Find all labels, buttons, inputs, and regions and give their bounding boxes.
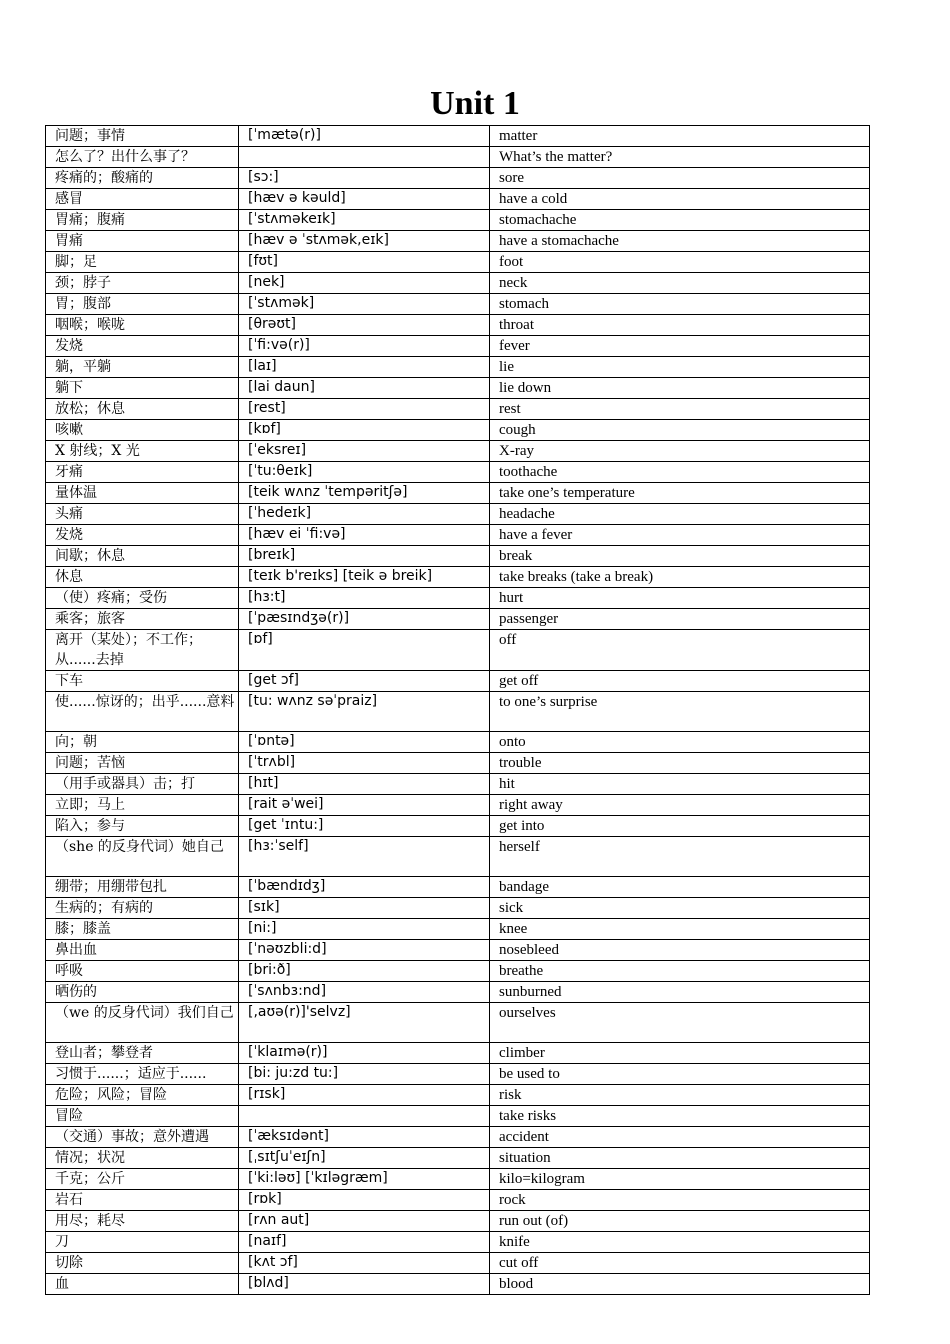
- table-row: [46, 378, 870, 399]
- phonetic-cell: [teɪk b'reɪks] [teik ə breik]: [239, 567, 490, 588]
- english-word-cell: have a cold: [490, 189, 870, 210]
- table-row: [46, 336, 870, 357]
- english-word-cell: sore: [490, 168, 870, 189]
- english-word-cell: bandage: [490, 877, 870, 898]
- phonetic-cell: [ˈtu:θeɪk]: [239, 462, 490, 483]
- english-word-cell: herself: [490, 837, 870, 877]
- phonetic-cell: [ˈki:ləʊ] [ˈkɪləgræm]: [239, 1169, 490, 1190]
- chinese-meaning-cell: 问题；苦恼: [46, 753, 239, 774]
- table-row: [46, 1253, 870, 1274]
- phonetic-cell: [ˈfi:və(r)]: [239, 336, 490, 357]
- vocabulary-table-body: [46, 126, 870, 1295]
- phonetic-cell: [lai daun]: [239, 378, 490, 399]
- chinese-meaning-cell: 向；朝: [46, 732, 239, 753]
- chinese-meaning-cell: 怎么了？出什么事了？: [46, 147, 239, 168]
- english-word-cell: cough: [490, 420, 870, 441]
- phonetic-cell: [bri:ð]: [239, 961, 490, 982]
- english-word-cell: kilo=kilogram: [490, 1169, 870, 1190]
- english-word-cell: climber: [490, 1043, 870, 1064]
- chinese-meaning-cell: 咽喉；喉咙: [46, 315, 239, 336]
- table-row: [46, 982, 870, 1003]
- chinese-meaning-cell: 膝；膝盖: [46, 919, 239, 940]
- chinese-meaning-cell: 呼吸: [46, 961, 239, 982]
- chinese-meaning-cell: 用尽；耗尽: [46, 1211, 239, 1232]
- chinese-meaning-cell: 感冒: [46, 189, 239, 210]
- table-row: [46, 1169, 870, 1190]
- phonetic-cell: [ni:]: [239, 919, 490, 940]
- english-word-cell: headache: [490, 504, 870, 525]
- chinese-meaning-cell: 疼痛的；酸痛的: [46, 168, 239, 189]
- table-row: [46, 588, 870, 609]
- table-row: [46, 1190, 870, 1211]
- phonetic-cell: [ˈeksreɪ]: [239, 441, 490, 462]
- english-word-cell: cut off: [490, 1253, 870, 1274]
- table-row: [46, 1085, 870, 1106]
- table-row: [46, 420, 870, 441]
- english-word-cell: fever: [490, 336, 870, 357]
- table-row: [46, 1127, 870, 1148]
- phonetic-cell: [sɔ:]: [239, 168, 490, 189]
- chinese-meaning-cell: 生病的；有病的: [46, 898, 239, 919]
- table-row: [46, 609, 870, 630]
- english-word-cell: passenger: [490, 609, 870, 630]
- table-row: [46, 940, 870, 961]
- phonetic-cell: [ˈnəʊzbli:d]: [239, 940, 490, 961]
- chinese-meaning-cell: 发烧: [46, 525, 239, 546]
- table-row: [46, 168, 870, 189]
- phonetic-cell: [rɪsk]: [239, 1085, 490, 1106]
- table-row: [46, 774, 870, 795]
- phonetic-cell: [ˈstʌməkeɪk]: [239, 210, 490, 231]
- english-word-cell: sick: [490, 898, 870, 919]
- chinese-meaning-cell: 躺，平躺: [46, 357, 239, 378]
- english-word-cell: throat: [490, 315, 870, 336]
- phonetic-cell: [fʊt]: [239, 252, 490, 273]
- chinese-meaning-cell: 岩石: [46, 1190, 239, 1211]
- phonetic-cell: [rʌn aut]: [239, 1211, 490, 1232]
- phonetic-cell: [ˈmætə(r)]: [239, 126, 490, 147]
- phonetic-cell: [239, 1106, 490, 1127]
- english-word-cell: hurt: [490, 588, 870, 609]
- chinese-meaning-cell: 脚；足: [46, 252, 239, 273]
- phonetic-cell: [ˈbændɪdʒ]: [239, 877, 490, 898]
- phonetic-cell: [kɒf]: [239, 420, 490, 441]
- table-row: [46, 1064, 870, 1085]
- phonetic-cell: [blʌd]: [239, 1274, 490, 1295]
- english-word-cell: lie down: [490, 378, 870, 399]
- table-row: [46, 147, 870, 168]
- phonetic-cell: [laɪ]: [239, 357, 490, 378]
- table-row: [46, 1106, 870, 1127]
- page-title: Unit 1: [430, 85, 520, 122]
- chinese-meaning-cell: 使......惊讶的；出乎......意料: [46, 692, 239, 732]
- english-word-cell: nosebleed: [490, 940, 870, 961]
- chinese-meaning-cell: 离开（某处）；不工作；从......去掉: [46, 630, 239, 671]
- chinese-meaning-cell: 下车: [46, 671, 239, 692]
- phonetic-cell: [tu: wʌnz səˈpraiz]: [239, 692, 490, 732]
- english-word-cell: accident: [490, 1127, 870, 1148]
- english-word-cell: get off: [490, 671, 870, 692]
- chinese-meaning-cell: 危险；风险；冒险: [46, 1085, 239, 1106]
- table-row: [46, 567, 870, 588]
- chinese-meaning-cell: 牙痛: [46, 462, 239, 483]
- english-word-cell: onto: [490, 732, 870, 753]
- chinese-meaning-cell: 躺下: [46, 378, 239, 399]
- english-word-cell: trouble: [490, 753, 870, 774]
- english-word-cell: take one’s temperature: [490, 483, 870, 504]
- table-row: [46, 816, 870, 837]
- table-row: [46, 1211, 870, 1232]
- english-word-cell: have a fever: [490, 525, 870, 546]
- chinese-meaning-cell: （使）疼痛；受伤: [46, 588, 239, 609]
- phonetic-cell: [ɒf]: [239, 630, 490, 671]
- chinese-meaning-cell: 胃痛；腹痛: [46, 210, 239, 231]
- chinese-meaning-cell: （交通）事故；意外遭遇: [46, 1127, 239, 1148]
- phonetic-cell: [,aʊə(r)]'selvz]: [239, 1003, 490, 1043]
- table-row: [46, 732, 870, 753]
- table-row: [46, 630, 870, 671]
- english-word-cell: sunburned: [490, 982, 870, 1003]
- english-word-cell: risk: [490, 1085, 870, 1106]
- chinese-meaning-cell: 问题；事情: [46, 126, 239, 147]
- english-word-cell: have a stomachache: [490, 231, 870, 252]
- english-word-cell: ourselves: [490, 1003, 870, 1043]
- english-word-cell: hit: [490, 774, 870, 795]
- table-row: [46, 837, 870, 877]
- table-row: [46, 961, 870, 982]
- chinese-meaning-cell: 鼻出血: [46, 940, 239, 961]
- english-word-cell: rock: [490, 1190, 870, 1211]
- phonetic-cell: [get ˈɪntu:]: [239, 816, 490, 837]
- phonetic-cell: [hɪt]: [239, 774, 490, 795]
- table-row: [46, 1232, 870, 1253]
- table-row: [46, 546, 870, 567]
- chinese-meaning-cell: 刀: [46, 1232, 239, 1253]
- chinese-meaning-cell: 冒险: [46, 1106, 239, 1127]
- table-row: [46, 671, 870, 692]
- english-word-cell: take breaks (take a break): [490, 567, 870, 588]
- chinese-meaning-cell: 放松；休息: [46, 399, 239, 420]
- table-row: [46, 504, 870, 525]
- table-row: [46, 919, 870, 940]
- phonetic-cell: [breɪk]: [239, 546, 490, 567]
- english-word-cell: X-ray: [490, 441, 870, 462]
- table-row: [46, 189, 870, 210]
- phonetic-cell: [sɪk]: [239, 898, 490, 919]
- chinese-meaning-cell: 量体温: [46, 483, 239, 504]
- table-row: [46, 294, 870, 315]
- table-row: [46, 753, 870, 774]
- phonetic-cell: [ˈtrʌbl]: [239, 753, 490, 774]
- phonetic-cell: [get ɔf]: [239, 671, 490, 692]
- table-row: [46, 126, 870, 147]
- chinese-meaning-cell: 胃痛: [46, 231, 239, 252]
- english-word-cell: neck: [490, 273, 870, 294]
- table-row: [46, 231, 870, 252]
- english-word-cell: blood: [490, 1274, 870, 1295]
- english-word-cell: rest: [490, 399, 870, 420]
- phonetic-cell: [kʌt ɔf]: [239, 1253, 490, 1274]
- phonetic-cell: [ˈklaɪmə(r)]: [239, 1043, 490, 1064]
- chinese-meaning-cell: 休息: [46, 567, 239, 588]
- english-word-cell: situation: [490, 1148, 870, 1169]
- phonetic-cell: [ˌsɪtʃuˈeɪʃn]: [239, 1148, 490, 1169]
- table-row: [46, 483, 870, 504]
- english-word-cell: lie: [490, 357, 870, 378]
- chinese-meaning-cell: 颈；脖子: [46, 273, 239, 294]
- chinese-meaning-cell: 血: [46, 1274, 239, 1295]
- table-row: [46, 315, 870, 336]
- english-word-cell: What’s the matter?: [490, 147, 870, 168]
- english-word-cell: to one’s surprise: [490, 692, 870, 732]
- phonetic-cell: [ˈhedeɪk]: [239, 504, 490, 525]
- chinese-meaning-cell: 情况；状况: [46, 1148, 239, 1169]
- table-row: [46, 210, 870, 231]
- chinese-meaning-cell: 习惯于......；适应于......: [46, 1064, 239, 1085]
- table-row: [46, 877, 870, 898]
- chinese-meaning-cell: 胃；腹部: [46, 294, 239, 315]
- phonetic-cell: [hæv ei ˈfi:və]: [239, 525, 490, 546]
- english-word-cell: knee: [490, 919, 870, 940]
- table-row: [46, 462, 870, 483]
- english-word-cell: foot: [490, 252, 870, 273]
- english-word-cell: right away: [490, 795, 870, 816]
- table-row: [46, 795, 870, 816]
- phonetic-cell: [ˈæksɪdənt]: [239, 1127, 490, 1148]
- english-word-cell: stomachache: [490, 210, 870, 231]
- english-word-cell: take risks: [490, 1106, 870, 1127]
- phonetic-cell: [ˈsʌnbɜ:nd]: [239, 982, 490, 1003]
- phonetic-cell: [bi: ju:zd tu:]: [239, 1064, 490, 1085]
- phonetic-cell: [hæv ə ˈstʌmək,eɪk]: [239, 231, 490, 252]
- table-row: [46, 273, 870, 294]
- english-word-cell: get into: [490, 816, 870, 837]
- chinese-meaning-cell: 头痛: [46, 504, 239, 525]
- table-row: [46, 1043, 870, 1064]
- chinese-meaning-cell: 切除: [46, 1253, 239, 1274]
- phonetic-cell: [239, 147, 490, 168]
- english-word-cell: matter: [490, 126, 870, 147]
- english-word-cell: run out (of): [490, 1211, 870, 1232]
- table-row: [46, 441, 870, 462]
- phonetic-cell: [rɒk]: [239, 1190, 490, 1211]
- chinese-meaning-cell: 咳嗽: [46, 420, 239, 441]
- chinese-meaning-cell: 千克；公斤: [46, 1169, 239, 1190]
- table-row: [46, 1003, 870, 1043]
- english-word-cell: off: [490, 630, 870, 671]
- table-row: [46, 692, 870, 732]
- english-word-cell: breathe: [490, 961, 870, 982]
- chinese-meaning-cell: X 射线；X 光: [46, 441, 239, 462]
- chinese-meaning-cell: （用手或器具）击；打: [46, 774, 239, 795]
- phonetic-cell: [rait əˈwei]: [239, 795, 490, 816]
- chinese-meaning-cell: 发烧: [46, 336, 239, 357]
- chinese-meaning-cell: 间歇；休息: [46, 546, 239, 567]
- chinese-meaning-cell: 乘客；旅客: [46, 609, 239, 630]
- chinese-meaning-cell: （she 的反身代词）她自己: [46, 837, 239, 877]
- english-word-cell: toothache: [490, 462, 870, 483]
- english-word-cell: be used to: [490, 1064, 870, 1085]
- vocabulary-table: [45, 125, 870, 1295]
- phonetic-cell: [nek]: [239, 273, 490, 294]
- phonetic-cell: [rest]: [239, 399, 490, 420]
- chinese-meaning-cell: 绷带；用绷带包扎: [46, 877, 239, 898]
- phonetic-cell: [ˈstʌmək]: [239, 294, 490, 315]
- phonetic-cell: [ˈpæsɪndʒə(r)]: [239, 609, 490, 630]
- phonetic-cell: [teik wʌnz ˈtempəritʃə]: [239, 483, 490, 504]
- table-row: [46, 525, 870, 546]
- phonetic-cell: [hæv ə kəuld]: [239, 189, 490, 210]
- english-word-cell: stomach: [490, 294, 870, 315]
- chinese-meaning-cell: 登山者；攀登者: [46, 1043, 239, 1064]
- phonetic-cell: [θrəʊt]: [239, 315, 490, 336]
- chinese-meaning-cell: 陷入；参与: [46, 816, 239, 837]
- chinese-meaning-cell: （we 的反身代词）我们自己: [46, 1003, 239, 1043]
- phonetic-cell: [hɜ:ˈself]: [239, 837, 490, 877]
- table-row: [46, 357, 870, 378]
- chinese-meaning-cell: 晒伤的: [46, 982, 239, 1003]
- table-row: [46, 1148, 870, 1169]
- table-row: [46, 252, 870, 273]
- phonetic-cell: [hɜ:t]: [239, 588, 490, 609]
- phonetic-cell: [ˈɒntə]: [239, 732, 490, 753]
- chinese-meaning-cell: 立即；马上: [46, 795, 239, 816]
- table-row: [46, 898, 870, 919]
- table-row: [46, 399, 870, 420]
- table-row: [46, 1274, 870, 1295]
- english-word-cell: knife: [490, 1232, 870, 1253]
- phonetic-cell: [naɪf]: [239, 1232, 490, 1253]
- english-word-cell: break: [490, 546, 870, 567]
